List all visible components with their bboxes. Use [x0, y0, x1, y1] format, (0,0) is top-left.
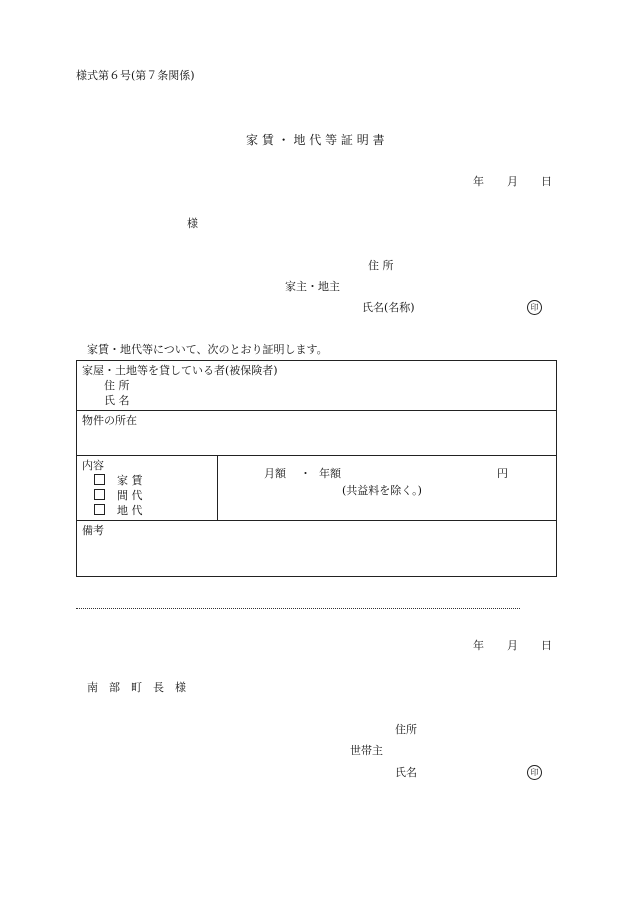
addressee-suffix: 様: [187, 217, 198, 230]
monthly-annual-separator: ・: [300, 467, 311, 480]
checkbox-rent[interactable]: [94, 474, 105, 485]
annual-label: 年額: [319, 467, 341, 480]
option-rent: [82, 473, 212, 488]
recipient-mayor: 南 部 町 長 様: [87, 681, 186, 694]
bottom-date-year-label: 年: [473, 639, 484, 652]
content-row: [77, 456, 557, 521]
date-day-label: 日: [541, 175, 552, 188]
document-title: 家 賃 ・ 地 代 等 証 明 書: [246, 133, 385, 147]
issuer-role-label: 家主・地主: [285, 280, 340, 293]
checkbox-land-rent[interactable]: [94, 504, 105, 515]
applicant-householder-label: 世帯主: [350, 744, 383, 757]
bottom-date-month-label: 月: [507, 639, 518, 652]
date-month-label: 月: [507, 175, 518, 188]
remarks-row: [77, 521, 557, 577]
bottom-date-day-label: 日: [541, 639, 552, 652]
common-fee-note: (共益料を除く。): [342, 484, 422, 497]
applicant-seal-icon: 印: [527, 765, 542, 780]
option-land-rent: [82, 503, 212, 518]
lender-address-label: 住 所: [104, 379, 130, 392]
option-room-rent-label: 間 代: [117, 489, 143, 502]
applicant-address-label: 住所: [395, 723, 417, 736]
monthly-label: 月額: [264, 467, 286, 480]
option-rent-label: 家 賃: [117, 474, 143, 487]
remarks-label: 備考: [82, 524, 104, 537]
lender-row: [77, 361, 557, 411]
content-heading: 内容: [82, 459, 104, 472]
checkbox-room-rent[interactable]: [94, 489, 105, 500]
cut-line-divider: [76, 608, 520, 609]
option-land-rent-label: 地 代: [117, 504, 143, 517]
certification-statement: 家賃・地代等について、次のとおり証明します。: [87, 343, 328, 356]
lender-name-label: 氏 名: [104, 394, 130, 407]
property-location-label: 物件の所在: [82, 414, 137, 427]
option-room-rent: [82, 488, 212, 503]
seal-mark-icon: 印: [527, 300, 542, 315]
issuer-name-label: 氏名(名称): [362, 301, 415, 314]
date-year-label: 年: [473, 175, 484, 188]
issuer-address-label: 住 所: [368, 259, 394, 272]
property-row: [77, 411, 557, 456]
form-number: 様式第６号(第７条関係): [76, 69, 195, 82]
certification-table: [76, 360, 557, 577]
yen-label: 円: [497, 467, 508, 480]
applicant-name-label: 氏名: [395, 766, 417, 779]
lender-heading: 家屋・土地等を貸している者(被保険者): [82, 364, 278, 377]
